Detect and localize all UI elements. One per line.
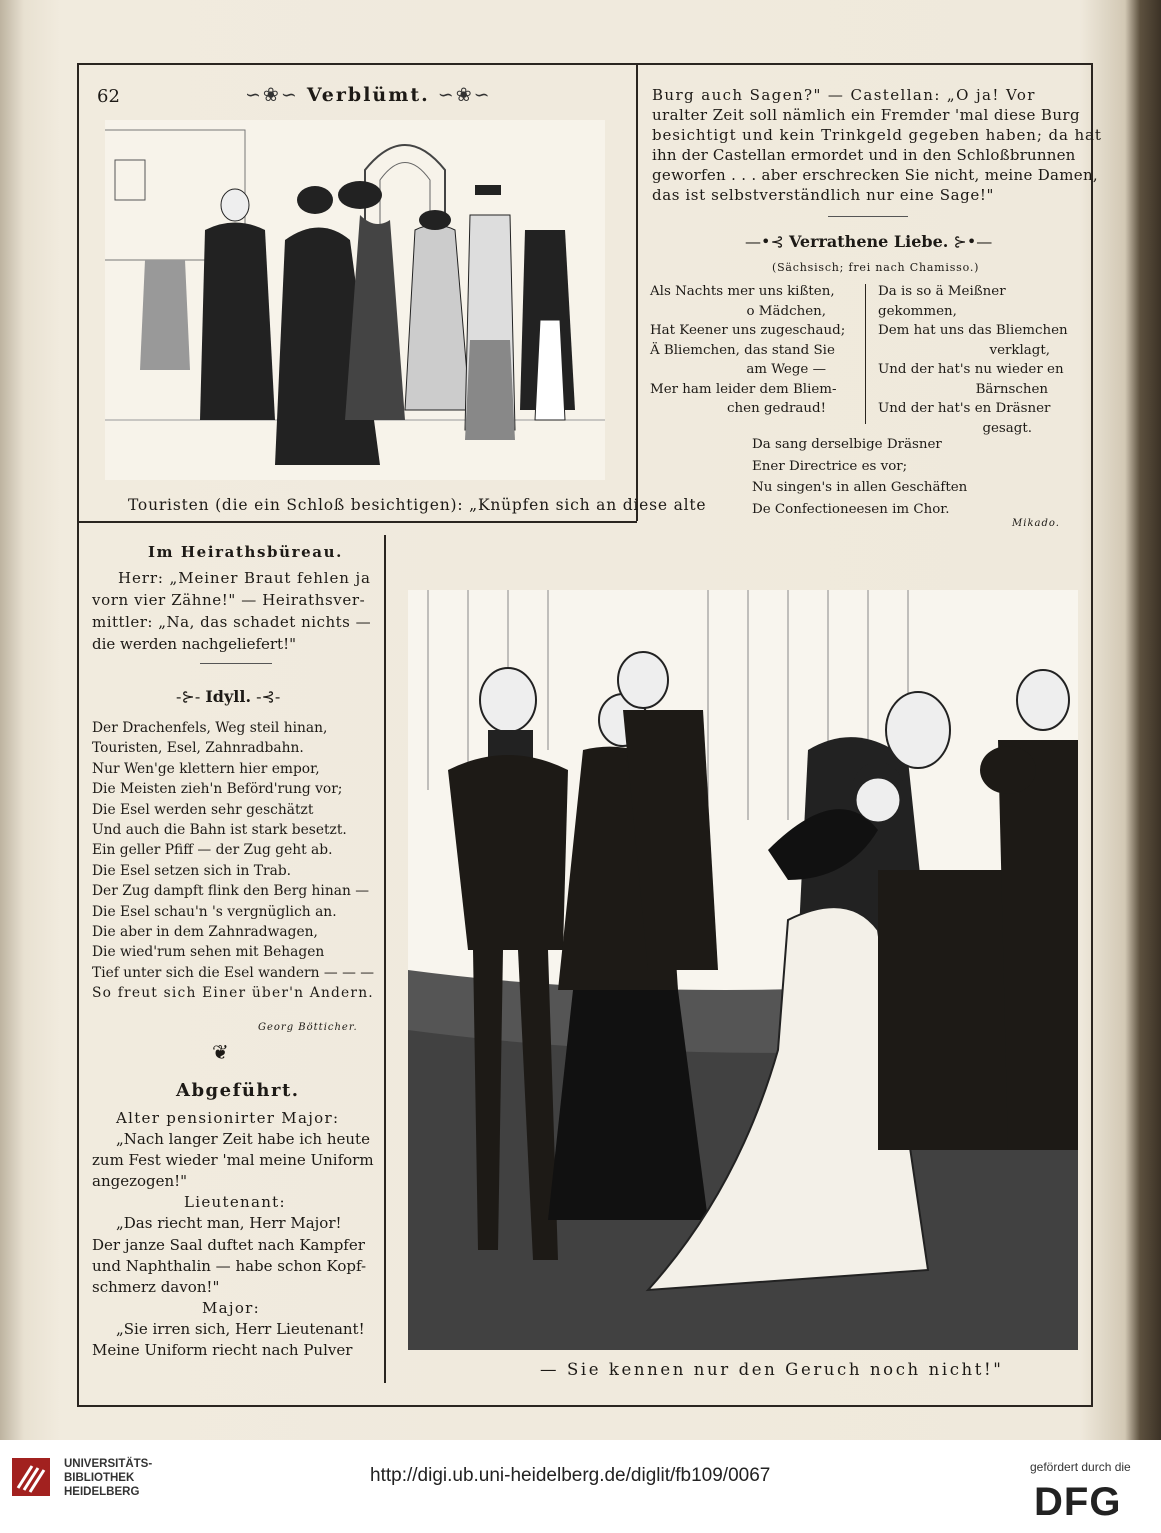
source-url-link[interactable]: http://digi.ub.uni-heidelberg.de/diglit/fb109/0067 [370, 1465, 771, 1486]
text-line: Der janze Saal duftet nach Kampfer [92, 1235, 365, 1254]
poem-line: Und der hat's nu wieder en [878, 362, 1064, 377]
idyll-title: -⊱- Idyll. -⊰- [176, 687, 281, 706]
poem-line: Die Esel schau'n 's vergnüglich an. [92, 903, 337, 920]
page-number: 62 [97, 86, 120, 107]
library-name-line: HEIDELBERG [64, 1486, 140, 1498]
continuation-line: besichtigt und kein Trinkgeld gegeben haben; da hat [652, 126, 1102, 144]
verbluemt-caption: Touristen (die ein Schloß besichtigen): „Knüpfen sich an diese alte [128, 496, 707, 514]
text-line: angezogen!" [92, 1172, 188, 1191]
ornament-right: ∽❀∽ [429, 84, 492, 106]
poem-line: Die wied'rum sehen mit Behagen [92, 944, 325, 961]
poem-final-stanza [752, 434, 1012, 520]
poem-line: Touristen, Esel, Zahnradbahn. [92, 740, 304, 757]
ball-caption: — Sie kennen nur den Geruch noch nicht!" [540, 1360, 1004, 1379]
library-name [64, 1457, 152, 1499]
dfg-logo: DFG [1034, 1480, 1122, 1524]
poem-line: Die Meisten zieh'n Beförd'rung vor; [92, 781, 343, 798]
text-line: „Das riecht man, Herr Major! [116, 1214, 342, 1233]
poem-line: chen gedraud! [727, 401, 826, 416]
speaker-line: Lieutenant: [184, 1193, 286, 1212]
continuation-line: geworfen . . . aber erschrecken Sie nicht, meine Damen, [652, 166, 1098, 184]
poem-right-column [878, 282, 1078, 438]
poem-line: Da is so ä Meißner gekommen, [878, 284, 1006, 319]
text-line: und Naphthalin — habe schon Kopf- [92, 1256, 367, 1275]
poem-line: Dem hat uns das Bliemchen [878, 323, 1068, 338]
speaker-line: Alter pensionirter Major: [116, 1109, 340, 1127]
poem-line: De Confectioneesen im Chor. [752, 501, 950, 517]
separator-rule [828, 216, 908, 217]
verbluemt-title: ∽❀∽ Verblümt. ∽❀∽ [245, 84, 492, 106]
poem-line: Ä Bliemchen, das stand Sie [650, 342, 835, 358]
poem-divider [865, 284, 866, 424]
verrathene-liebe-title: —•⊰ Verrathene Liebe. ⊱•— [745, 232, 993, 251]
poem-line: Nu singen's in allen Geschäften [752, 480, 968, 495]
ornament-left: —•⊰ [745, 232, 789, 251]
continuation-line: das ist selbstverständlich nur eine Sage!" [652, 186, 994, 204]
tourists-illustration [105, 120, 605, 480]
continuation-line: uralter Zeit soll nämlich ein Fremder 'mal diese Burg [652, 106, 1080, 124]
verrathene-liebe-subtitle: (Sächsisch; frei nach Chamisso.) [772, 261, 980, 274]
divider-left [384, 535, 386, 1383]
poem-line: Die Esel werden sehr geschätzt [92, 801, 314, 818]
ballroom-illustration [408, 590, 1078, 1350]
ornament-right: -⊰- [251, 687, 281, 706]
poem-line: Ein geller Pfiff — der Zug geht ab. [92, 842, 333, 859]
separator-rule [200, 663, 272, 664]
divider-top [636, 63, 638, 521]
continuation-line: ihn der Castellan ermordet und in den Schloßbrunnen [652, 146, 1076, 164]
continuation-line: Burg auch Sagen?" — Castellan: „O ja! Vor [652, 86, 1036, 104]
poem-line: Mer ham leider dem Bliem- [650, 381, 837, 397]
poem-line: Tief unter sich die Esel wandern — — — [92, 964, 375, 981]
poem-left-column [650, 282, 854, 419]
library-name-line: BIBLIOTHEK [64, 1472, 135, 1484]
funded-by-text: gefördert durch die [1030, 1460, 1131, 1474]
text-line: Meine Uniform riecht nach Pulver [92, 1341, 353, 1360]
poem-line: Der Zug dampft flink den Berg hinan — [92, 883, 370, 900]
library-logo-icon [12, 1458, 50, 1496]
text-line: „Sie irren sich, Herr Lieutenant! [116, 1319, 365, 1338]
ornament-right: ⊱•— [948, 232, 993, 251]
text-line: schmerz davon!" [92, 1277, 220, 1296]
poem-line: Bärnschen [975, 381, 1048, 397]
divider-horizontal [77, 521, 637, 523]
signature-mikado: Mikado. [1012, 518, 1060, 529]
text-line: Herr: „Meiner Braut fehlen ja [118, 569, 371, 587]
idyll-author: Georg Bötticher. [258, 1022, 358, 1033]
poem-line: So freut sich Einer über'n Andern. [92, 985, 374, 1002]
text-line: zum Fest wieder 'mal meine Uniform [92, 1151, 374, 1170]
poem-line: Nur Wen'ge klettern hier empor, [92, 760, 320, 777]
poem-line: Als Nachts mer uns kißten, [650, 284, 835, 299]
ornament-left: ∽❀∽ [245, 84, 307, 106]
text-line: vorn vier Zähne!" — Heirathsver- [92, 591, 366, 609]
poem-line: Die Esel setzen sich in Trab. [92, 862, 292, 879]
poem-line: Da sang derselbige Dräsner [752, 437, 942, 452]
poem-line: gesagt. [982, 420, 1032, 436]
floral-ornament-icon: ❦ [212, 1040, 229, 1064]
poem-line: Die aber in dem Zahnradwagen, [92, 924, 318, 941]
ornament-left: -⊱- [176, 687, 206, 706]
poem-line: Und auch die Bahn ist stark besetzt. [92, 822, 347, 839]
text-line: die werden nachgeliefert!" [92, 635, 297, 653]
abgefuehrt-text [92, 1108, 374, 1361]
poem-line: Der Drachenfels, Weg steil hinan, [92, 720, 328, 736]
abgefuehrt-title: Abgeführt. [176, 1080, 300, 1101]
poem-line: verklagt, [989, 342, 1050, 358]
poem-line: Ener Directrice es vor; [752, 458, 908, 474]
idyll-poem [92, 718, 374, 1004]
poem-line: o Mädchen, [746, 303, 826, 319]
text-line: „Nach langer Zeit habe ich heute [116, 1130, 370, 1149]
poem-line: Und der hat's en Dräsner [878, 401, 1051, 416]
poem-line: Hat Keener uns zugeschaud; [650, 323, 846, 338]
speaker-line: Major: [202, 1298, 261, 1317]
heirathsbureau-title: Im Heirathsbüreau. [148, 543, 343, 561]
text-line: mittler: „Na, das schadet nichts — [92, 613, 372, 631]
poem-line: am Wege — [746, 362, 826, 377]
library-name-line: UNIVERSITÄTS- [64, 1458, 153, 1470]
